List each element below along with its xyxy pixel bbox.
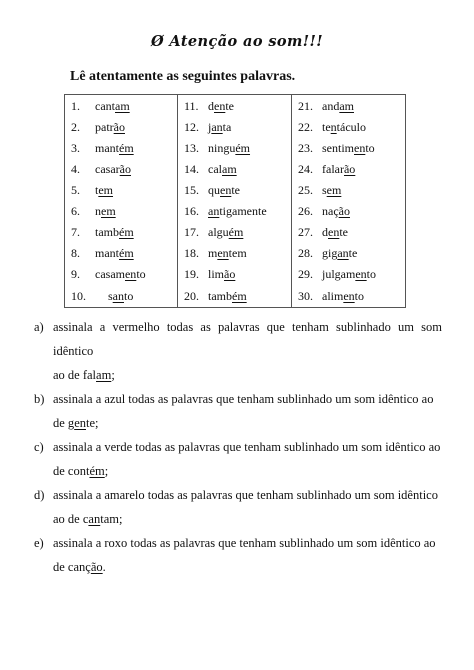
word-cell xyxy=(178,117,292,138)
word xyxy=(322,267,376,281)
word-cell xyxy=(178,138,292,159)
word-prefix: t xyxy=(95,183,99,197)
word-number: 10. xyxy=(71,288,86,303)
word-cell xyxy=(292,222,406,243)
word-underlined-sound: ém xyxy=(119,141,134,155)
word-prefix: sentim xyxy=(322,141,354,155)
word-underlined-sound: ém xyxy=(235,141,251,155)
word xyxy=(322,246,357,260)
word-cell xyxy=(292,95,406,118)
word xyxy=(322,162,355,176)
word-number: 16. xyxy=(184,204,199,218)
word-prefix: d xyxy=(322,225,328,239)
word-cell xyxy=(292,243,406,264)
word xyxy=(322,183,341,197)
task-text: assinala a roxo todas as palavras que tenham sublinhado um som idêntico ao xyxy=(53,536,436,550)
word-prefix: te xyxy=(322,120,331,134)
word-cell xyxy=(178,264,292,285)
word-underlined-sound: am xyxy=(115,98,130,113)
table-row xyxy=(65,95,406,118)
word-number: 17. xyxy=(184,225,199,239)
example-underlined-sound: am xyxy=(96,368,112,382)
word xyxy=(208,289,247,303)
word-cell xyxy=(178,243,292,264)
example-suffix: ; xyxy=(111,368,115,382)
word-cell xyxy=(292,138,406,159)
word-suffix: to xyxy=(136,267,146,281)
table-row xyxy=(65,159,406,180)
task-item xyxy=(34,531,442,579)
example-prefix: ao de fal xyxy=(53,368,97,382)
word-number: 25. xyxy=(298,183,313,197)
table-row xyxy=(65,117,406,138)
table-row xyxy=(65,243,406,264)
word-number: 30. xyxy=(298,288,313,303)
word-number: 7. xyxy=(71,225,80,239)
word-prefix: tamb xyxy=(208,288,232,303)
table-row xyxy=(65,264,406,285)
word-suffix: tem xyxy=(228,246,247,260)
task-label: b) xyxy=(34,392,45,406)
word-number: 27. xyxy=(298,225,313,239)
word-prefix: mant xyxy=(95,246,119,260)
task-label: a) xyxy=(34,320,44,334)
word-underlined-sound: am xyxy=(222,162,237,176)
word-cell xyxy=(292,285,406,308)
word-underlined-sound: ão xyxy=(338,204,350,218)
table-row xyxy=(65,222,406,243)
table-row xyxy=(65,180,406,201)
task-example xyxy=(53,363,442,387)
word-cell xyxy=(65,117,178,138)
word-underlined-sound: an xyxy=(337,246,349,260)
example-underlined-sound: an xyxy=(88,512,101,526)
task-item xyxy=(34,435,442,483)
word-prefix: tamb xyxy=(95,225,119,239)
example-underlined-sound: ão xyxy=(90,560,103,574)
word xyxy=(95,246,134,260)
instruction-heading: Lê atentamente as seguintes palavras. xyxy=(70,69,296,84)
word-cell xyxy=(65,243,178,264)
word xyxy=(208,204,267,218)
word xyxy=(95,204,116,218)
word-underlined-sound: em xyxy=(98,183,114,197)
example-suffix: . xyxy=(102,560,106,574)
word-prefix: casam xyxy=(95,267,125,281)
word-cell xyxy=(178,285,292,308)
word-cell xyxy=(178,180,292,201)
word-cell xyxy=(65,264,178,285)
word-underlined-sound: ão xyxy=(119,162,131,176)
word-prefix: and xyxy=(322,98,340,113)
word-underlined-sound: an xyxy=(112,288,124,303)
word-table xyxy=(64,94,406,308)
word-prefix: cant xyxy=(95,98,115,113)
word-number: 14. xyxy=(184,162,199,176)
example-prefix: de cont xyxy=(53,464,90,478)
word-number: 18. xyxy=(184,246,199,260)
word-number: 1. xyxy=(71,98,80,113)
word-suffix: to xyxy=(366,267,376,281)
word xyxy=(322,204,350,218)
word-underlined-sound: en xyxy=(328,225,340,239)
table-row xyxy=(65,138,406,159)
word-underlined-sound: ém xyxy=(119,225,134,239)
task-text: assinala a azul todas as palavras que tenham sublinhado um som idêntico ao xyxy=(53,392,434,406)
word xyxy=(322,289,364,303)
table-row xyxy=(65,285,406,308)
word-number: 15. xyxy=(184,183,199,197)
word-number: 21. xyxy=(298,98,313,113)
word-cell xyxy=(178,95,292,118)
word xyxy=(95,99,130,113)
word-underlined-sound: en xyxy=(220,183,232,197)
word xyxy=(108,289,133,303)
word-prefix: gig xyxy=(322,246,338,260)
word xyxy=(322,99,354,113)
word-number: 29. xyxy=(298,267,313,281)
task-text: assinala a amarelo todas as palavras que tenham sublinhado um som idêntico xyxy=(53,488,438,502)
word xyxy=(208,141,250,155)
word-cell xyxy=(178,201,292,222)
word-suffix: to xyxy=(124,288,134,303)
word-underlined-sound: em xyxy=(101,204,116,218)
word-suffix: táculo xyxy=(336,120,366,134)
word-prefix: s xyxy=(108,288,113,303)
table-row xyxy=(65,201,406,222)
word-number: 3. xyxy=(71,141,80,155)
word-number: 20. xyxy=(184,288,199,303)
task-text: assinala a vermelho todas as palavras que tenham sublinhado um som idêntico xyxy=(53,320,442,358)
word-number: 9. xyxy=(71,267,80,281)
word-prefix: lim xyxy=(208,267,225,281)
word-underlined-sound: am xyxy=(339,98,354,113)
word-underlined-sound: en xyxy=(124,267,137,281)
word-number: 8. xyxy=(71,246,80,260)
example-prefix: de g xyxy=(53,416,75,430)
word-cell xyxy=(178,159,292,180)
word-prefix: mant xyxy=(95,141,119,155)
word-prefix: patr xyxy=(95,120,114,134)
task-example xyxy=(53,555,442,579)
task-label: e) xyxy=(34,536,44,550)
word-prefix: alim xyxy=(322,288,344,303)
word-prefix: casar xyxy=(95,162,120,176)
task-example xyxy=(53,411,442,435)
word-underlined-sound: en xyxy=(217,246,229,260)
word-underlined-sound: en xyxy=(343,288,355,303)
word-underlined-sound: ém xyxy=(228,225,244,239)
word-suffix: te xyxy=(348,246,358,260)
word-number: 5. xyxy=(71,183,80,197)
word xyxy=(95,183,113,197)
word-prefix: d xyxy=(208,98,214,113)
word-cell xyxy=(292,201,406,222)
word-suffix: te xyxy=(231,183,240,197)
word xyxy=(95,162,131,176)
word-underlined-sound: ão xyxy=(224,267,236,281)
word-underlined-sound: ão xyxy=(113,120,125,134)
word-prefix: qu xyxy=(208,183,220,197)
task-text: assinala a verde todas as palavras que tenham sublinhado um som idêntico ao xyxy=(53,440,441,454)
word-cell xyxy=(292,264,406,285)
word-cell xyxy=(65,138,178,159)
word-underlined-sound: ém xyxy=(232,288,247,303)
example-suffix: tam; xyxy=(100,512,123,526)
word-prefix: naç xyxy=(322,204,339,218)
word-underlined-sound: em xyxy=(326,183,342,197)
word-number: 4. xyxy=(71,162,80,176)
word-number: 23. xyxy=(298,141,313,155)
task-list xyxy=(34,315,442,579)
word-number: 28. xyxy=(298,246,313,260)
word-cell xyxy=(65,222,178,243)
word xyxy=(95,267,146,281)
word-underlined-sound: n xyxy=(330,120,337,134)
word-cell xyxy=(65,95,178,118)
example-suffix: te; xyxy=(86,416,99,430)
word-cell xyxy=(65,159,178,180)
example-suffix: ; xyxy=(104,464,109,478)
task-example xyxy=(53,459,442,483)
task-label: c) xyxy=(34,440,44,454)
word-prefix: s xyxy=(322,183,327,197)
word xyxy=(322,120,366,134)
word-underlined-sound: ém xyxy=(119,246,134,260)
task-item xyxy=(34,387,442,435)
word xyxy=(95,225,134,239)
word-cell xyxy=(292,159,406,180)
word-number: 19. xyxy=(184,267,199,281)
word xyxy=(95,141,134,155)
task-label: d) xyxy=(34,488,45,502)
word xyxy=(208,246,247,260)
word-underlined-sound: en xyxy=(354,141,366,155)
example-prefix: ao de c xyxy=(53,512,89,526)
example-underlined-sound: en xyxy=(74,416,86,430)
word-prefix: cal xyxy=(208,162,222,176)
word-cell xyxy=(178,222,292,243)
word-suffix: tigamente xyxy=(219,204,267,218)
word-cell xyxy=(292,117,406,138)
word-prefix: falar xyxy=(322,162,344,176)
word-underlined-sound: an xyxy=(211,120,223,134)
word-number: 12. xyxy=(184,120,199,134)
word-prefix: algu xyxy=(208,225,229,239)
word-number: 2. xyxy=(71,120,80,134)
word-number: 26. xyxy=(298,204,313,218)
word-suffix: ta xyxy=(222,120,232,134)
word xyxy=(208,225,243,239)
word xyxy=(95,120,125,134)
task-item xyxy=(34,483,442,531)
word xyxy=(322,141,375,155)
word-underlined-sound: en xyxy=(355,267,367,281)
word-number: 13. xyxy=(184,141,199,155)
word-number: 11. xyxy=(184,98,199,113)
task-example xyxy=(53,507,442,531)
word-prefix: m xyxy=(208,246,218,260)
page-title: Ø Atenção ao som!!! xyxy=(150,33,324,50)
example-underlined-sound: ém xyxy=(89,464,105,478)
word xyxy=(322,225,348,239)
example-prefix: de canç xyxy=(53,560,91,574)
word-prefix: n xyxy=(95,204,101,218)
word xyxy=(208,162,237,176)
word xyxy=(208,99,234,113)
word-cell xyxy=(292,180,406,201)
word xyxy=(208,120,231,134)
word-prefix: ningu xyxy=(208,141,236,155)
word-number: 6. xyxy=(71,204,80,218)
task-item xyxy=(34,315,442,387)
word-prefix: j xyxy=(208,120,212,134)
word-underlined-sound: an xyxy=(208,204,220,218)
word-cell xyxy=(65,180,178,201)
word-underlined-sound: ão xyxy=(343,162,356,176)
word-number: 24. xyxy=(298,162,313,176)
word-suffix: to xyxy=(354,288,364,303)
word-suffix: te xyxy=(225,98,234,113)
word xyxy=(208,267,235,281)
word-cell xyxy=(65,285,178,308)
word-prefix: julgam xyxy=(322,267,356,281)
word-underlined-sound: en xyxy=(214,98,226,113)
word-number: 22. xyxy=(298,120,313,134)
word-cell xyxy=(65,201,178,222)
word-suffix: te xyxy=(339,225,348,239)
word xyxy=(208,183,240,197)
word-suffix: to xyxy=(365,141,375,155)
